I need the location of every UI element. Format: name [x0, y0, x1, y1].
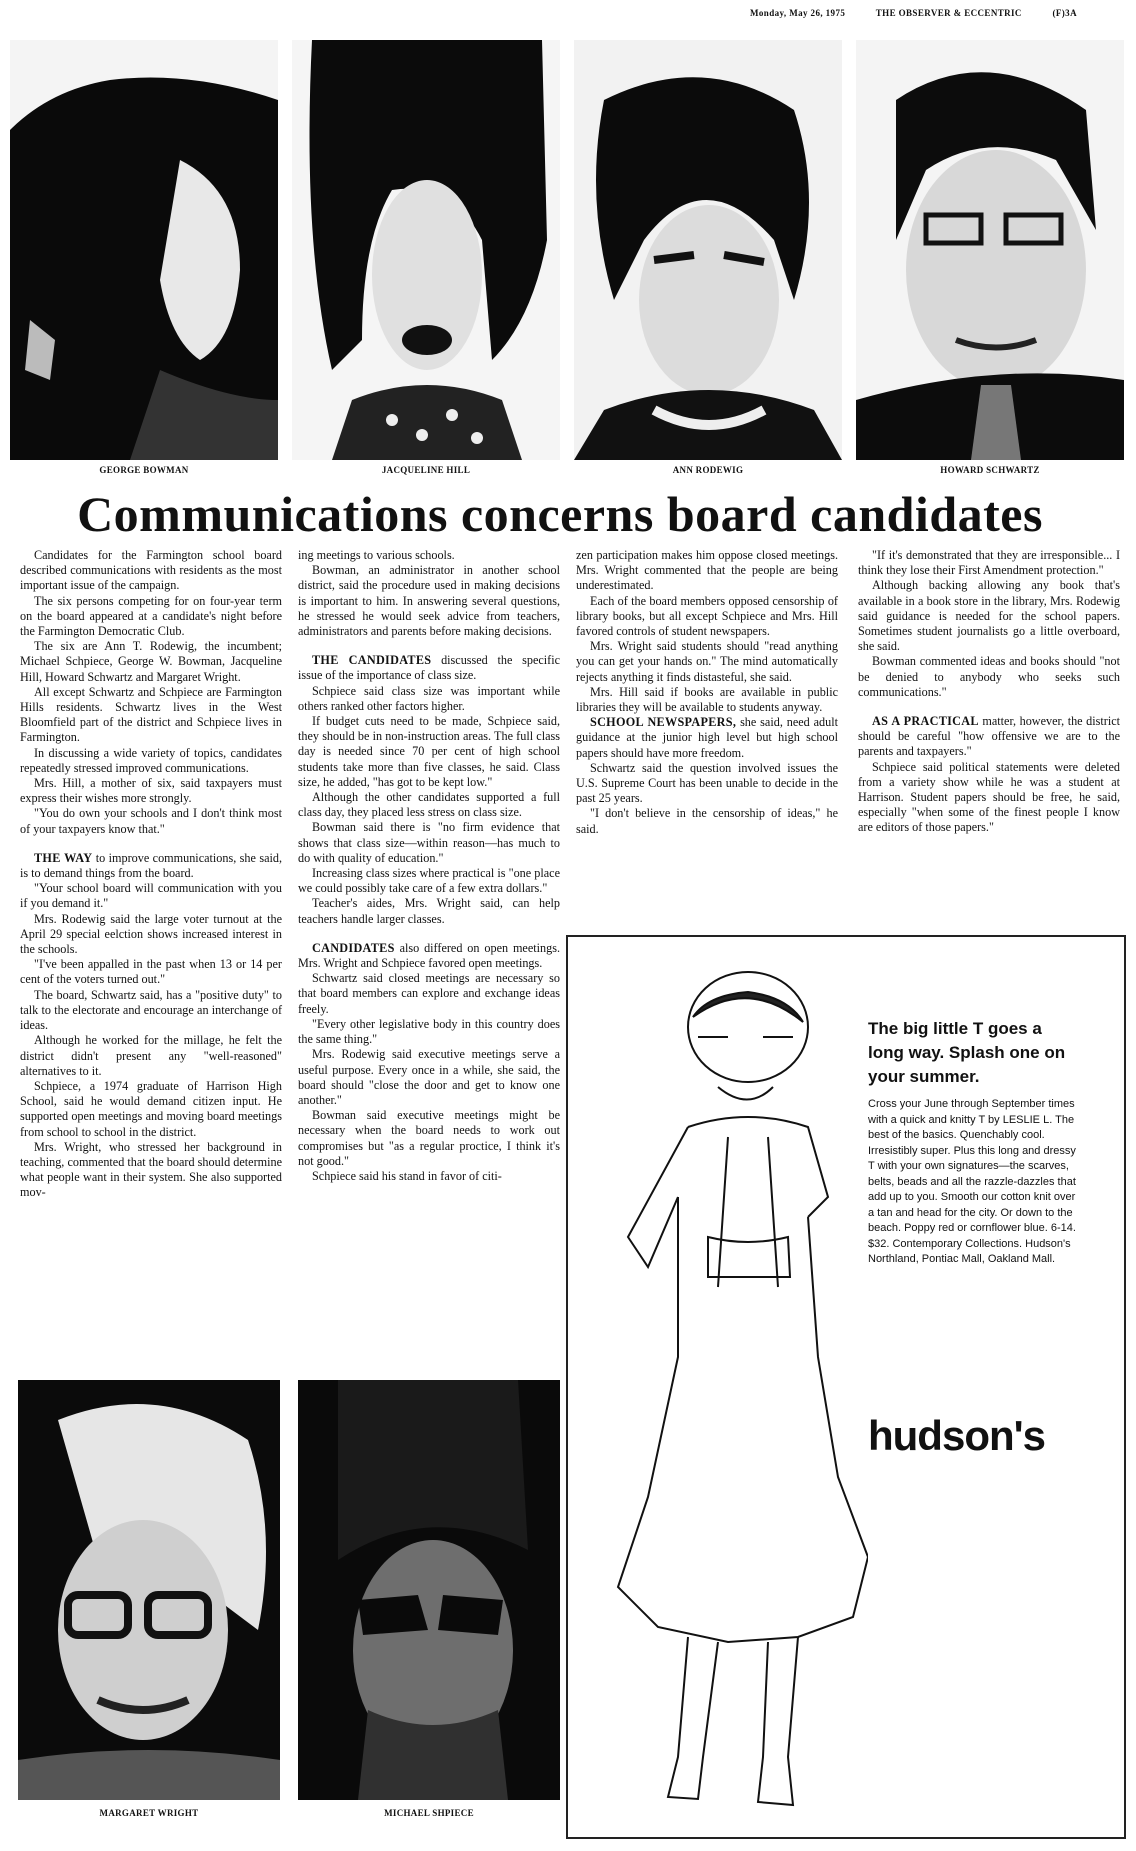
paragraph: Mrs. Hill, a mother of six, said taxpayers must express their wishes more strongly. — [20, 776, 282, 806]
paragraph: Although backing allowing any book that's available in a book store in the library, Mrs. Rodewig said guidance is needed for the school papers. Sometimes student journalists go a little overboard, she said. — [858, 578, 1120, 654]
paragraph: Mrs. Wright, who stressed her background in teaching, commented that the board should determine what people want in their system. She also supported mov- — [20, 1139, 282, 1200]
paragraph: Candidates for the Farmington school board described communications with residents as the most important issue of the campaign. — [20, 548, 282, 593]
hudsons-logo: hudson's — [868, 1412, 1045, 1459]
section-lead: AS A PRACTICAL — [872, 714, 979, 729]
paragraph: Mrs. Rodewig said executive meetings serve a useful purpose. Every once in a while, she said, the board should "close the door and get to know one another." — [298, 1047, 560, 1107]
caption-howard-schwartz: HOWARD SCHWARTZ — [940, 465, 1040, 475]
paragraph: "You do own your schools and I don't think most of your taxpayers know that." — [20, 806, 282, 836]
paragraph: ing meetings to various schools. — [298, 548, 455, 562]
caption-george-bowman: GEORGE BOWMAN — [99, 465, 189, 475]
paragraph: Bowman commented ideas and books should "not be denied to anybody who seeks such communications." — [858, 654, 1120, 699]
fashion-illustration — [568, 937, 868, 1837]
paragraph: Each of the board members opposed censorship of library books, but all except Schpiece and Mrs. Hill favored controls of student newspapers. — [576, 593, 838, 639]
paragraph: SCHOOL NEWSPAPERS, she said, need adult guidance at the junior high level but high school papers should have more freedom. — [576, 715, 838, 760]
paragraph: "If it's demonstrated that they are irresponsible... I think they lose their First Amendment protection." — [858, 548, 1120, 578]
caption-jacqueline-hill: JACQUELINE HILL — [381, 465, 471, 475]
section-lead: THE WAY — [34, 850, 93, 865]
paragraph: THE WAY to improve communications, she said, is to demand things from the board. — [20, 850, 282, 881]
hudsons-advertisement — [566, 935, 1126, 1839]
article-column-2 — [298, 548, 560, 1184]
photo-margaret-wright — [18, 1380, 280, 1800]
paragraph: Teacher's aides, Mrs. Wright said, can help teachers handle larger classes. — [298, 896, 560, 926]
paragraph: zen participation makes him oppose closed meetings. Mrs. Wright commented that the people are being underestimated. — [576, 548, 838, 593]
paragraph: Bowman said there is "no firm evidence that shows that class size—within reason—has much to do with quality of education." — [298, 820, 560, 865]
masthead-paper: THE OBSERVER & ECCENTRIC — [875, 8, 1022, 18]
paragraph: The six persons competing for on four-year term on the board appeared at a candidate's night before the Farmington Democratic Club. — [20, 593, 282, 639]
paragraph: "Every other legislative body in this country does the same thing." — [298, 1016, 560, 1047]
paragraph: Schwartz said closed meetings are necessary so that board members can explore and exchange ideas freely. — [298, 971, 560, 1016]
paragraph: Schpiece, a 1974 graduate of Harrison High School, said he would demand citizen input. He supported open meetings and moving board meetings from school to school in the district. — [20, 1078, 282, 1139]
headline: Communications concerns board candidates — [77, 486, 1043, 542]
paragraph: Schwartz said the question involved issues the U.S. Supreme Court has been unable to decide in the past 25 years. — [576, 760, 838, 806]
photo-michael-shpiece — [298, 1380, 560, 1800]
masthead-page: (F)3A — [1052, 8, 1077, 18]
paragraph: "I've been appalled in the past when 13 or 14 per cent of the voters turned out." — [20, 957, 282, 987]
article-column-3 — [576, 548, 838, 837]
paragraph: Schpiece said his stand in favor of citi- — [312, 1168, 502, 1183]
paragraph: CANDIDATES also differed on open meetings. Mrs. Wright and Schpiece favored open meetings. — [298, 940, 560, 971]
caption-michael-shpiece: MICHAEL SHPIECE — [384, 1808, 474, 1818]
paragraph: Although the other candidates supported a full class day, they placed less stress on class size. — [298, 790, 560, 820]
section-lead: SCHOOL NEWSPAPERS, — [590, 715, 737, 730]
photo-george-bowman — [10, 40, 278, 460]
paragraph: Increasing class sizes where practical is "one place we could possibly take care of a few extra dollars." — [298, 866, 560, 896]
section-lead: CANDIDATES — [312, 940, 395, 955]
photo-howard-schwartz — [856, 40, 1124, 460]
masthead-date: Monday, May 26, 1975 — [750, 8, 846, 18]
paragraph: Mrs. Rodewig said the large voter turnout at the April 29 special eelction shows increased interest in the schools. — [20, 911, 282, 957]
caption-margaret-wright: MARGARET WRIGHT — [99, 1808, 199, 1818]
ad-body-copy: Cross your June through September times with a quick and knitty T by LESLIE L. The best of the basics. Quenchably cool. Irresistibly super. Plus this long and dressy T with your own signatures—the scarves, belts, beads and all the razzle-dazzles that add up to you. Smooth our cotton knit over a tan and head for the city. Or down to the beach. Poppy red or cornflower blue. 6-14. $32. Contemporary Collections. Hudson's Northland, Pontiac Mall, Oakland Mall. — [868, 1098, 1076, 1265]
paragraph: Schpiece said political statements were deleted from a variety show while he was a student at Harrison. Student papers should be free, he said, especially "when some of the finest people I know are editors of those papers." — [858, 759, 1120, 835]
article-column-4 — [858, 548, 1120, 836]
paragraph: All except Schwartz and Schpiece are Farmington Hills residents. Schwartz lives in the West Bloomfield part of the district and Schpiece lives in Farmington. — [20, 684, 282, 745]
caption-ann-rodewig: ANN RODEWIG — [672, 465, 744, 475]
paragraph: In discussing a wide variety of topics, candidates repeatedly stressed improved communications. — [20, 745, 282, 775]
paragraph: Bowman said executive meetings might be necessary when the board needs to work out compromises but "as a regular proctice, I think it's not good." — [298, 1108, 560, 1168]
article-column-1 — [20, 548, 282, 1201]
paragraph: AS A PRACTICAL matter, however, the district should be careful "how offensive we are to the parents and taxpayers." — [858, 714, 1120, 759]
paragraph: "I don't believe in the censorship of ideas," he said. — [576, 806, 838, 836]
paragraph: Although he worked for the millage, he felt the district didn't present any "well-reasoned" alternatives to it. — [20, 1033, 282, 1078]
paragraph: The board, Schwartz said, has a "positive duty" to talk to the electorate and encourage an interchange of ideas. — [20, 987, 282, 1033]
paragraph: Mrs. Wright said students should "read anything you can get your hands on." The mind automatically rejects anything it finds distasteful, she said. — [576, 639, 838, 684]
photo-ann-rodewig — [574, 40, 842, 460]
paragraph: Bowman, an administrator in another school district, said the procedure used in making decisions is important to him. In answering several questions, he stressed he would seek advice from teachers, administrators and parents before making decisions. — [298, 563, 560, 639]
paragraph: Mrs. Hill said if books are available in public libraries they will be available to students anyway. — [576, 684, 838, 715]
paragraph: Schpiece said class size was important while others ranked other factors higher. — [298, 683, 560, 713]
paragraph: "Your school board will communication with you if you demand it." — [20, 881, 282, 911]
paragraph: The six are Ann T. Rodewig, the incumbent; Michael Schpiece, George W. Bowman, Jacqueline Hill, Howard Schwartz and Margaret Wright. — [20, 639, 282, 684]
paragraph: If budget cuts need to be made, Schpiece said, they should be in non-instruction areas. The full class day is needed since 70 per cent of high school students take more than five classes, he said. Class size, he added, "has got to be kept low." — [298, 714, 560, 789]
paragraph: THE CANDIDATES discussed the specific issue of the importance of class size. — [298, 653, 560, 683]
ad-headline: The big little T goes a long way. Splash one on your summer. — [868, 1019, 1066, 1086]
photo-jacqueline-hill — [292, 40, 560, 460]
section-lead: THE CANDIDATES — [312, 653, 432, 668]
masthead — [750, 8, 1120, 18]
